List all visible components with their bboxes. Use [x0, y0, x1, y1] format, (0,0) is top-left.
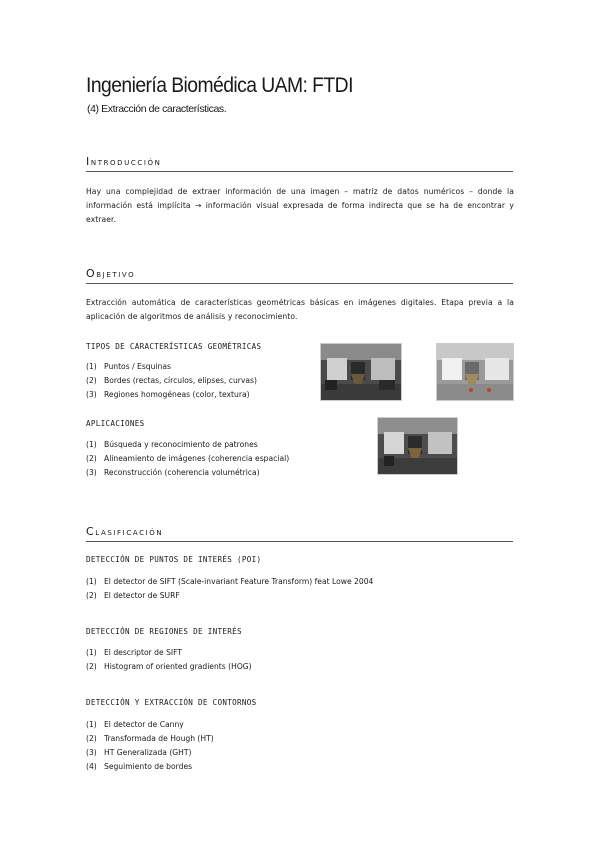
- list-item: [86, 575, 373, 589]
- list-item: [86, 452, 289, 466]
- section-heading-text: Clasificación: [86, 525, 164, 538]
- list-item-number: (2): [86, 591, 97, 600]
- tipos-heading: TIPOS DE CARACTERÍSTICAS GEOMÉTRICAS: [86, 342, 262, 351]
- list-item: [86, 746, 214, 760]
- list-item: [86, 589, 373, 603]
- page-subtitle: (4) Extracción de características.: [87, 103, 227, 115]
- list-item-label: Alineamiento de imágenes (coherencia espacial): [104, 454, 290, 463]
- list-item-label: El detector de Canny: [104, 720, 184, 729]
- contornos-list: [86, 718, 214, 774]
- list-item-label: Bordes (rectas, círculos, elipses, curvas): [104, 376, 257, 385]
- list-item: [86, 438, 289, 452]
- list-item-number: (2): [86, 734, 97, 743]
- list-item: [86, 760, 214, 774]
- list-item-label: El detector de SURF: [104, 591, 180, 600]
- regiones-list: [86, 646, 252, 674]
- list-item-label: Seguimiento de bordes: [104, 762, 193, 771]
- section-heading-introduccion: [86, 153, 513, 172]
- objetivo-paragraph: Extracción automática de características geométricas básicas en imágenes digitales. Etapa previa a la aplicación de algoritmos de análisis y reconocimiento.: [86, 298, 514, 321]
- list-item-label: Regiones homogéneas (color, textura): [104, 390, 250, 399]
- list-item: [86, 718, 214, 732]
- list-item-label: HT Generalizada (GHT): [104, 748, 192, 757]
- list-item-number: (1): [86, 440, 97, 449]
- list-item-number: (3): [86, 390, 97, 399]
- list-item: [86, 660, 252, 674]
- list-item-label: Transformada de Hough (HT): [104, 734, 214, 743]
- list-item-label: El detector de SIFT (Scale-invariant Feature Transform) feat Lowe 2004: [104, 577, 374, 586]
- photo-workshop-3: [377, 417, 458, 475]
- list-item-label: El descriptor de SIFT: [104, 648, 182, 657]
- list-item-label: Puntos / Esquinas: [104, 362, 171, 371]
- list-item: [86, 388, 257, 402]
- photo-workshop-1: [320, 343, 402, 401]
- section-heading-text: Introducción: [86, 155, 162, 168]
- poi-heading: DETECCIÓN DE PUNTOS DE INTERÉS (POI): [86, 555, 262, 564]
- list-item-number: (1): [86, 362, 97, 371]
- list-item-number: (2): [86, 454, 97, 463]
- regiones-heading: DETECCIÓN DE REGIONES DE INTERÉS: [86, 627, 242, 636]
- section-heading-clasificacion: [86, 523, 513, 542]
- list-item-number: (2): [86, 376, 97, 385]
- list-item: [86, 360, 257, 374]
- aplicaciones-list: [86, 438, 289, 480]
- section-heading-text: Objetivo: [86, 267, 136, 280]
- contornos-heading: DETECCIÓN Y EXTRACCIÓN DE CONTORNOS: [86, 698, 257, 707]
- aplicaciones-heading: APLICACIONES: [86, 419, 145, 428]
- list-item: [86, 646, 252, 660]
- list-item-number: (4): [86, 762, 97, 771]
- introduccion-paragraph: Hay una complejidad de extraer información de una imagen – matriz de datos numéricos – donde la información está implícita → información visual expresada de forma indirecta que se ha de encontrar y extraer.: [86, 187, 514, 224]
- list-item-number: (2): [86, 662, 97, 671]
- section-heading-objetivo: [86, 265, 513, 284]
- list-item-number: (3): [86, 748, 97, 757]
- list-item: [86, 374, 257, 388]
- page-title: Ingeniería Biomédica UAM: FTDI: [86, 74, 353, 97]
- list-item-label: Búsqueda y reconocimiento de patrones: [104, 440, 258, 449]
- photo-workshop-2: [436, 343, 514, 401]
- tipos-list: [86, 360, 257, 402]
- list-item-label: Reconstrucción (coherencia volumétrica): [104, 468, 260, 477]
- list-item-number: (1): [86, 577, 97, 586]
- list-item: [86, 732, 214, 746]
- list-item-label: Histogram of oriented gradients (HOG): [104, 662, 252, 671]
- list-item-number: (1): [86, 720, 97, 729]
- list-item-number: (3): [86, 468, 97, 477]
- list-item-number: (1): [86, 648, 97, 657]
- poi-list: [86, 575, 373, 603]
- list-item: [86, 466, 289, 480]
